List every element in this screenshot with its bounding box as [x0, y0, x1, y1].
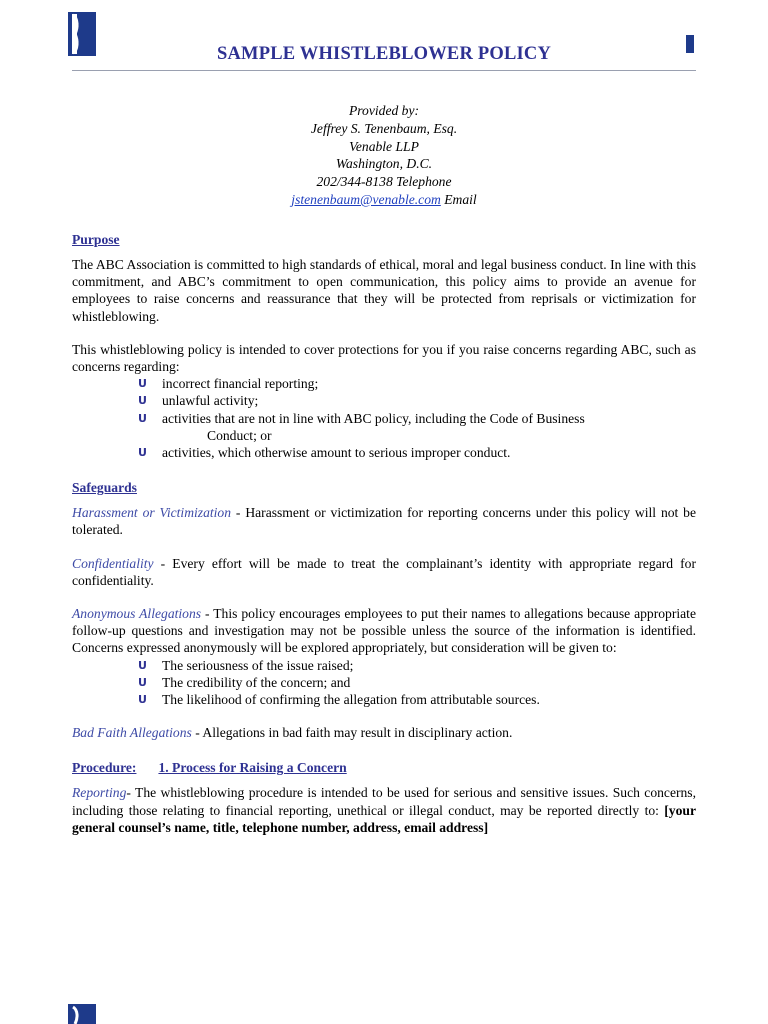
list-item: U unlawful activity; [138, 393, 259, 409]
email-suffix: Email [440, 191, 477, 207]
bullet-icon: U [138, 693, 147, 707]
email-link[interactable]: jstenenbaum@venable.com [291, 191, 441, 207]
bullet-icon: U [138, 394, 147, 408]
email-line [72, 191, 696, 209]
reporting-paragraph: Reporting- The whistleblowing procedure is intended to be used for serious and sensitive issues. Such concerns, including those relating to financial reporting, unethical or illegal conduct, may be reported directly to: [your general counsel’s name, title, telephone number, address, email address] [72, 785, 696, 835]
policy-body [72, 231, 696, 836]
purpose-paragraph-1: The ABC Association is committed to high standards of ethical, moral and legal business conduct. In line with this commitment, and ABC’s commitment to open communication, this policy aims to provide an avenue for employees to raise concerns and reassurance that they will be protected from reprisals or victimization for whistleblowing. [72, 257, 696, 324]
harassment-paragraph: Harassment or Victimization - Harassment or victimization for reporting concerns under this policy will not be tolerated. [72, 505, 697, 538]
provided-label: Provided by: [348, 103, 420, 118]
anonymous-list [72, 657, 696, 709]
phone: 202/344-8138 Telephone [316, 174, 452, 190]
list-item: U The seriousness of the issue raised; [138, 657, 354, 673]
purpose-heading: Purpose [72, 232, 120, 247]
bullet-icon: U [138, 658, 147, 672]
anonymous-paragraph: Anonymous Allegations - This policy encourages employees to put their names to allegations because appropriate follow-up questions and investigation may not be possible unless the source of the information is identified. Concerns expressed anonymously will be explored appropriately, but consideration will be given to: [72, 606, 696, 656]
list-item: U incorrect financial reporting; [138, 376, 319, 392]
bullet-icon: U [138, 377, 147, 391]
confidentiality-paragraph: Confidentiality - Every effort will be made to treat the complainant’s identity with appropriate regard for confidentiality. [72, 555, 697, 588]
list-item: U activities that are not in line with ABC policy, including the Code of Business Conduct; or [138, 410, 585, 443]
author-name: Jeffrey S. Tenenbaum, Esq. [310, 120, 458, 136]
bullet-icon: U [138, 446, 147, 460]
header-divider [72, 70, 696, 71]
purpose-paragraph-2: This whistleblowing policy is intended to cover protections for you if you raise concerns regarding ABC, such as concerns regarding: [72, 341, 696, 375]
bullet-icon: U [138, 675, 147, 689]
city: Washington, D.C. [335, 156, 433, 172]
provided-by-block [72, 102, 696, 209]
firm-name: Venable LLP [349, 138, 419, 154]
list-item: U The likelihood of confirming the allegation from attributable sources. [138, 692, 540, 708]
bullet-icon: U [138, 411, 147, 425]
bad-faith-paragraph: Bad Faith Allegations - Allegations in bad faith may result in disciplinary action. [72, 725, 513, 741]
concerns-list [72, 375, 696, 461]
page-title: SAMPLE WHISTLEBLOWER POLICY [216, 44, 552, 64]
list-item: U The credibility of the concern; and [138, 674, 351, 690]
safeguards-heading: Safeguards [72, 480, 137, 496]
list-item: U activities, which otherwise amount to serious improper conduct. [138, 445, 511, 461]
venable-logo-footer-icon [68, 1004, 96, 1024]
procedure-heading: Procedure: 1. Process for Raising a Concern [72, 760, 347, 776]
